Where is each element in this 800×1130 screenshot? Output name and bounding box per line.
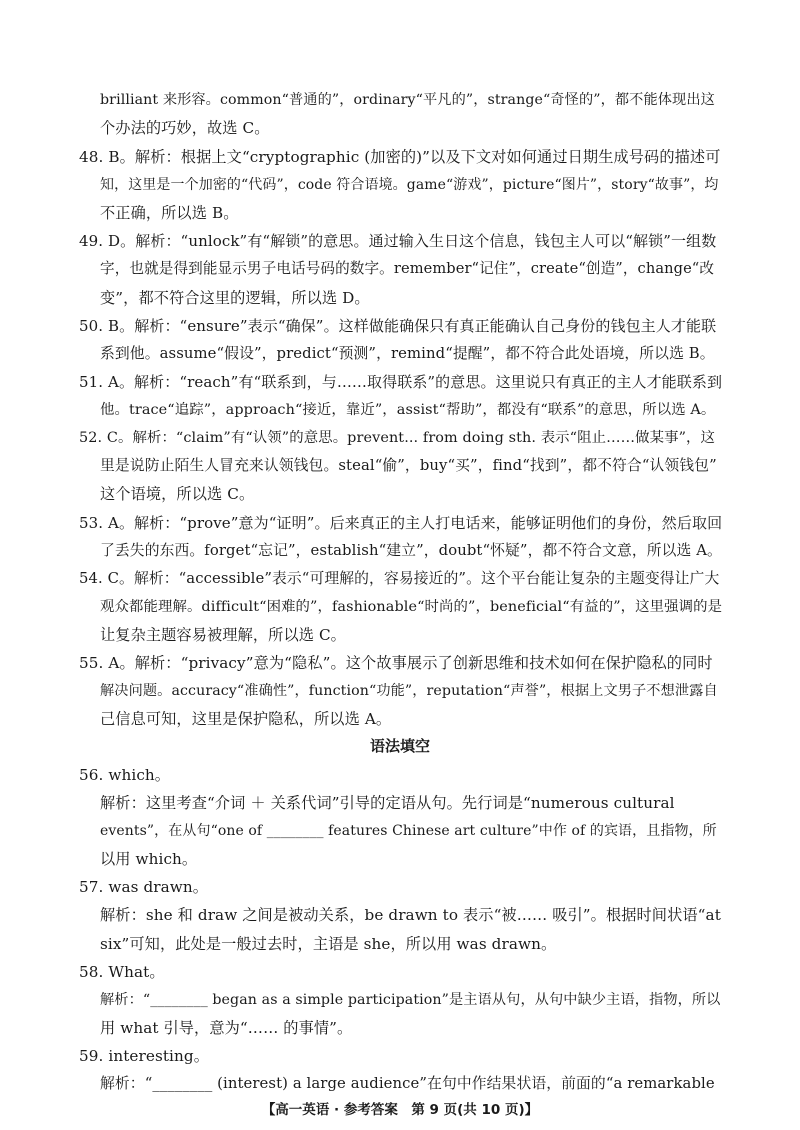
answer-47-line-1: brilliant 来形容。common“普通的”，ordinary“平凡的”，strange“奇怪的”，都不能体现出这 <box>100 92 715 108</box>
answer-48-line-3: 不正确，所以选 B。 <box>100 204 239 222</box>
answer-56-line-1: 解析：这里考查“介词 ＋ 关系代词”引导的定语从句。先行词是“numerous cultural <box>100 794 675 812</box>
answer-49-line-1: 49. D。解析：“unlock”有“解锁”的意思。通过输入生日这个信息，钱包主人可以“解锁”一组数 <box>79 232 717 250</box>
answer-51-line-1: 51. A。解析：“reach”有“联系到，与……取得联系”的意思。这里说只有真正的主人才能联系到 <box>79 373 723 391</box>
answer-49-line-3: 变”，都不符合这里的逻辑，所以选 D。 <box>100 289 370 307</box>
answer-53-line-2: 了丢失的东西。forget“忘记”，establish“建立”，doubt“怀疑”，都不符合文意，所以选 A。 <box>100 542 722 559</box>
answer-55-line-3: 己信息可知，这里是保护隐私，所以选 A。 <box>100 710 392 728</box>
answer-54-line-2: 观众都能理解。difficult“困难的”，fashionable“时尚的”，beneficial“有益的”，这里强调的是 <box>100 599 723 615</box>
answer-50-line-2: 系到他。assume“假设”，predict“预测”，remind“提醒”，都不符合此处语境，所以选 B。 <box>100 345 715 362</box>
answer-59-label: 59. interesting。 <box>79 1047 210 1065</box>
answer-58-label: 58. What。 <box>79 963 165 981</box>
answer-48-line-1: 48. B。解析：根据上文“cryptographic (加密的)”以及下文对如何通过日期生成号码的描述可 <box>79 148 721 166</box>
answer-56-line-3: 以用 which。 <box>100 850 198 868</box>
page-footer: 【高一英语 · 参考答案 第 9 页(共 10 页)】 <box>261 1102 539 1118</box>
answer-58-line-2: 用 what 引导，意为“…… 的事情”。 <box>100 1019 353 1037</box>
answer-57-line-2: six”可知，此处是一般过去时，主语是 she，所以用 was drawn。 <box>100 935 557 953</box>
answer-52-line-2: 里是说防止陌生人冒充来认领钱包。steal“偷”，buy“买”，find“找到”，都不符合“认领钱包” <box>100 457 717 474</box>
answer-49-line-2: 字，也就是得到能显示男子电话号码的数字。remember“记住”，create“创造”，change“改 <box>100 260 715 277</box>
answer-53-line-1: 53. A。解析：“prove”意为“证明”。后来真正的主人打电话来，能够证明他们的身份，然后取回 <box>79 514 723 532</box>
answer-52-line-3: 这个语境，所以选 C。 <box>100 485 255 503</box>
answer-48-line-2: 知，这里是一个加密的“代码”，code 符合语境。game“游戏”，picture“图片”，story“故事”，均 <box>100 177 719 193</box>
answer-59-line-1: 解析：“________ (interest) a large audience”在句中作结果状语，前面的“a remarkable <box>100 1075 715 1092</box>
answer-57-line-1: 解析：she 和 draw 之间是被动关系，be drawn to 表示“被…… 吸引”。根据时间状语“at <box>100 906 721 924</box>
answer-54-line-3: 让复杂主题容易被理解，所以选 C。 <box>100 626 346 644</box>
answer-52-line-1: 52. C。解析：“claim”有“认领”的意思。prevent... from doing sth. 表示“阻止……做某事”，这 <box>79 430 716 446</box>
answer-54-line-1: 54. C。解析：“accessible”表示“可理解的，容易接近的”。这个平台能让复杂的主题变得让广大 <box>79 570 720 587</box>
answer-57-label: 57. was drawn。 <box>79 878 209 896</box>
answer-58-line-1: 解析：“________ began as a simple participation”是主语从句，从句中缺少主语，指物，所以 <box>100 992 721 1008</box>
answer-56-line-2: events”，在从句“one of ________ features Chinese art culture”中作 of 的宾语，且指物，所 <box>100 823 717 839</box>
answer-55-line-1: 55. A。解析：“privacy”意为“隐私”。这个故事展示了创新思维和技术如何在保护隐私的同时 <box>79 654 713 672</box>
section-heading: 语法填空 <box>369 737 430 755</box>
answer-55-line-2: 解决问题。accuracy“准确性”，function“功能”，reputation“声誉”，根据上文男子不想泄露自 <box>100 683 718 699</box>
answer-47-line-2: 个办法的巧妙，故选 C。 <box>100 119 270 137</box>
answer-50-line-1: 50. B。解析：“ensure”表示“确保”。这样做能确保只有真正能确认自己身份的钱包主人才能联 <box>79 317 717 335</box>
answer-56-label: 56. which。 <box>79 766 171 784</box>
answer-51-line-2: 他。trace“追踪”，approach“接近，靠近”，assist“帮助”，都没有“联系”的意思，所以选 A。 <box>100 402 716 418</box>
